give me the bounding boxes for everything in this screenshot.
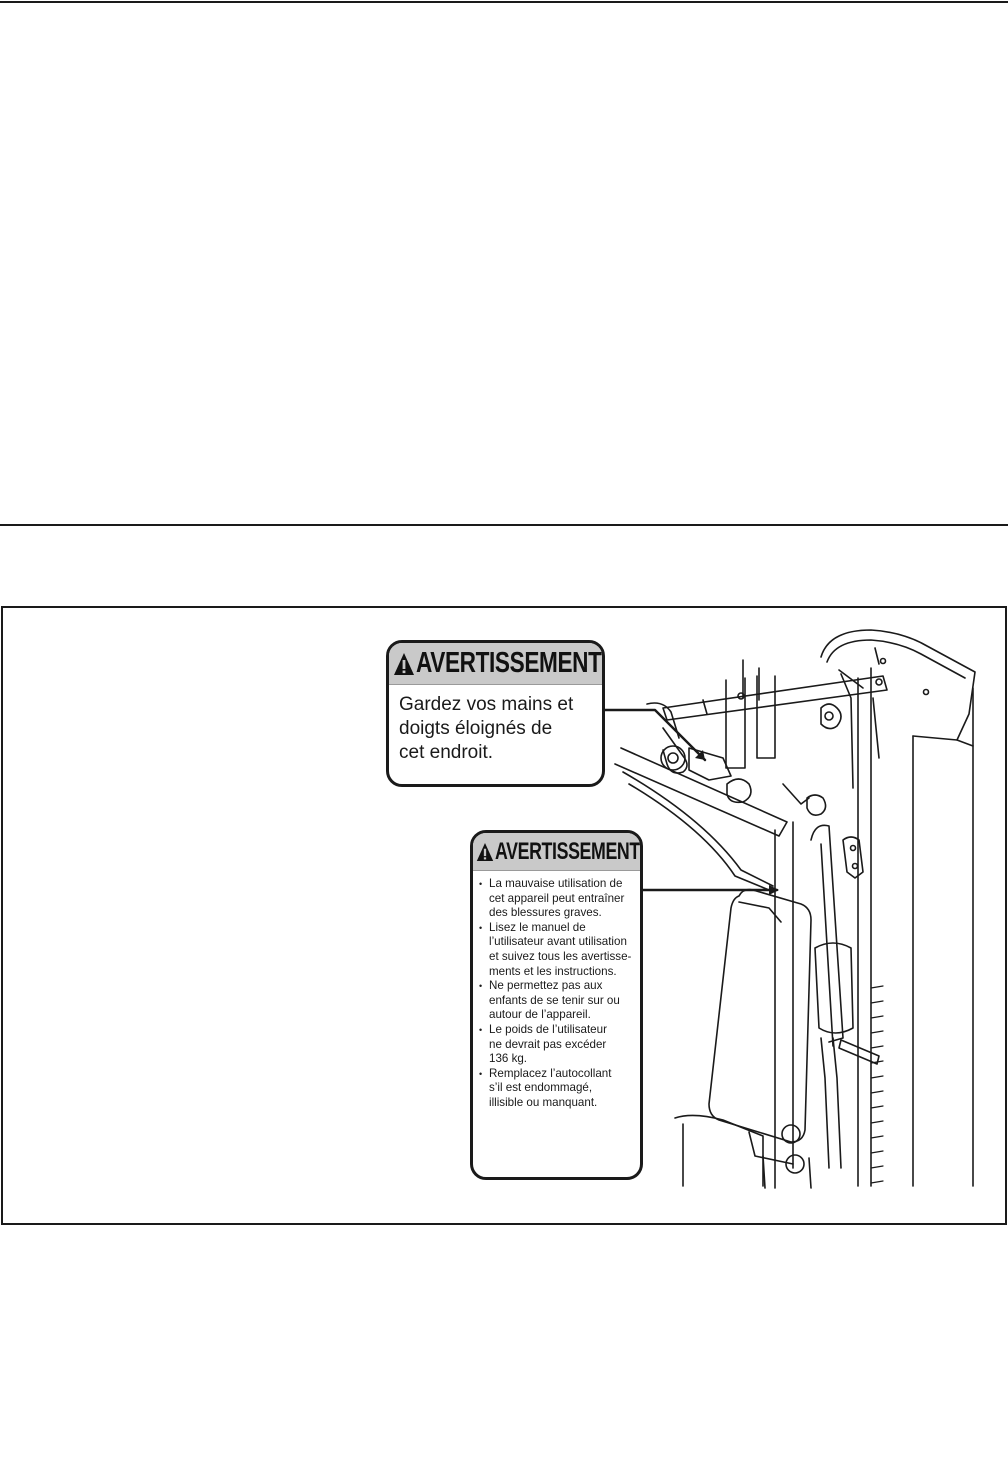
bullet-line: enfants de se tenir sur ou <box>489 993 620 1007</box>
section-divider-rule <box>0 524 1008 526</box>
warning-triangle-icon <box>393 652 415 676</box>
bullet-line: l’utilisateur avant utilisation <box>489 935 627 949</box>
bullet-line: et suivez tous les avertisse- <box>489 949 632 963</box>
bullet-line: des blessures graves. <box>489 906 602 920</box>
back-pad <box>675 890 811 1186</box>
decal-bullet-list <box>473 871 640 1111</box>
decal-message <box>389 685 602 765</box>
general-warning-decal <box>470 830 643 1180</box>
bullet-line: autour de l’appareil. <box>489 1008 591 1022</box>
decal-header <box>389 643 602 685</box>
bullet-line: s’il est endommagé, <box>489 1081 593 1095</box>
decal-header <box>473 833 640 871</box>
bullet-line: ne devrait pas excéder <box>489 1037 607 1051</box>
bullet-line: illisible ou manquant. <box>489 1095 598 1109</box>
warning-triangle-icon <box>476 842 494 862</box>
upper-crossbar <box>663 660 887 788</box>
list-item <box>479 1023 636 1067</box>
press-arm <box>615 703 826 890</box>
decal-heading: AVERTISSEMENT <box>495 837 640 865</box>
decal-line: doigts éloignés de <box>399 718 553 739</box>
frame-posts <box>763 822 843 1188</box>
bullet-line: • Remplacez l’autocollant <box>489 1066 612 1080</box>
bullet-line: 136 kg. <box>489 1052 528 1066</box>
weight-tower <box>821 630 975 1186</box>
top-rule <box>0 1 1008 3</box>
decal-heading: AVERTISSEMENT <box>416 647 602 679</box>
warning-decal-figure <box>1 606 1007 1225</box>
list-item <box>479 877 636 921</box>
bullet-line: ments et les instructions. <box>489 964 617 978</box>
list-item <box>479 979 636 1023</box>
bullet-line: • Ne permettez pas aux <box>489 979 603 993</box>
bullet-line: cet appareil peut entraîner <box>489 891 625 905</box>
list-item <box>479 1067 636 1111</box>
bullet-line: • La mauvaise utilisation de <box>489 877 623 890</box>
leader-arrowhead <box>769 885 779 895</box>
decal-line: Gardez vos mains et <box>399 694 574 715</box>
bullet-line: • Le poids de l’utilisateur <box>489 1022 607 1036</box>
cable-shroud <box>815 837 879 1168</box>
decal-line: cet endroit. <box>399 742 493 763</box>
bullet-line: • Lisez le manuel de <box>489 920 586 934</box>
pinch-warning-decal <box>386 640 605 787</box>
list-item <box>479 921 636 979</box>
